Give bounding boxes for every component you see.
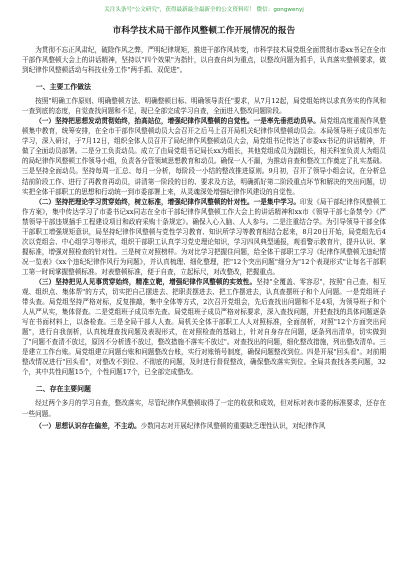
document-title: 市科学技术局干部作风整顿工作开展情况的报告 [112,26,296,36]
intro-paragraph: 为贯彻不忘正风肃纪，破除作风之弊，严明纪律规矩，推进干部作风转变，市科学技术局党组全面贯彻市委xx书记在全市干部作风整顿大会上的讲话精神，坚持以"四个效果"为指针，以自查自纠为重点，以整改问题为抓手，认真落实整顿要求，做到纪律作风整顿活动与科技业务工作"两手抓、双促进"。 [22,46,386,75]
item1-lead: （一）坚持把思想发动贯彻始终，抬高站位，增强纪律作风整顿的自觉性。 [35,117,254,126]
item1-text: 局党组高度重视作风整顿集中教育，统筹安排，在全市干部作风整顿动员大会召开之后马上召开局机关纪律作风整顿动员会。本局领导班子成员率先学习，深入研讨，于7月12日，组织全体人员召开了局纪律作风整顿动员大会，局党组书记传达了市委xx书记的讲话精神，并做了全面动员部署。二是分工负责动员。成立了由局党组书记局长xx为组长，其他党组成员为副组长，相关科室负责人为组员的局纪律作风整顿工作领导小组，负责各分管领域思想教育和动员。确保一人不漏，为推动自查和整改工作奠定了扎实基础。三是坚持全面动员。坚持每周一汇总、每月一分析，每阶段一小结的整改推进原则。9月初，召开了领导小组会议，在分析总结前阶段工作、进行了再教育再动员，讲清第一阶段的目的、要求及方法，明确抓好第二阶段重点环节和解决的突出问题，切实把全体干部职工的思想和行动统一到市委部署上来，从灵魂深处增强纪律作风建设的自觉性。 [22,117,387,196]
item3-text: 坚持"全覆盖、零容忍"，按照"自己查、相互观、组织点、集体帮"的方式，切实把自己摆进去、把职责摆进去、把工作摆进去，认真查摆班子和个人问题。一是党组班子带头查。局党组坚持严格对标，反复推敲，集中全体等方式，2次召开党组会，先后查找出问题和不足4项，为领导班子和个人从严从实，集体督查。二是党组班子成员率先查。局党组班子成员严格对标要求，深入查找问题，并把查找的具体问题逐条写在书面材料上，以备检查。三是全局干部人人查。局机关全体干部职工人人对照标准，全面剖析，对照"12个方面突出问题"，进行自我剖析，认真梳理查找问题及表现形式，在对照检查的基础上，针对自身存在问题，逐条列出清单，切实做到了"问题不查清不放过，原因不分析透不放过，整改措施不落实不放过"。对查找出的问题，细化整改措施，列出整改清单。三是建立工作台账。局党组建立问题台账和问题整改台账，实行对账销号制度，确保问题整改到位。四是开展"回头看"。对前期整改情况进行"回头看"，对整改不到位、不彻底的问题，及时进行督促整改，确保整改落实到位。全局共查找各类问题，32个，其中共性问题15个，个性问题17个，已全部完成整改。 [22,277,386,377]
basis-paragraph: 按照"明确工作原则、明确整顿方法、明确整顿目标、明确领导责任"要求，从7月12起，局党组始终以求真务实的作风和一查到底的态度，自觉查找问题和不足，现已全部完成学习自查，全面进入整改问题阶段。 [22,97,386,116]
problems-paragraph: 经过两个多月的学习自查，整改落实，尽管纪律作风整顿取得了一定的收获和成效，但对标对表市委的标准要求，还存在一些问题。 [22,399,386,418]
section-heading-problems: 二、存在主要问题 [35,385,91,394]
item1-paragraph [22,116,386,196]
item-a-text: 少数同志对开展纪律作风整顿的重要缺乏理性认识，对纪律作风 [140,421,326,430]
item-a-lead: （一）思想认识存在偏差，不主动。 [35,421,141,430]
watermark-banner: 关注头条号"公文研究"，获得最新最全最新全的公文资料库！ 微信：gongwenyj [104,7,304,13]
item3-paragraph [22,277,386,377]
item2-paragraph [22,197,386,277]
item-a-paragraph [22,421,386,431]
item2-text: 印发《局干部纪律作风整顿工作方案》，集中传达学习了市委书记xx同志在全市干部纪律作风整顿工作大会上的讲话精神和xx市《领导干部七条禁令》《严禁领导干部违规插手工程建设项目和政府采购十条规定》。确保入心入脑、人人参与。二是注重结合学。为引导领导干部全体干部职工增强规矩意识，局坚持纪律作风整顿与党性学习教育、知识所学习等教育相结合起来，8月20日开始，局党组先后4次以党组会、中心组学习等形式，组织干部职工认真学习党史理论知识，学习四风典型通报，观看警示教育片，提升认识、掌握标准，增强对照检查的针对性。三是树立对照榜样。为对比学习把握住问题，给全体干部职工学习《纪律作风整顿无违纪情况一览表》《xx个违纪纪律作风行为问题》，并认真梳理、细化整理，把"12个突出问题"细分为"12个表现形式"让每名干部职工第一时间掌握整顿标准。对表整顿标准，便于自查，立起标尺，对改整改，把握重点。 [22,197,387,276]
item2-lead: （二）坚持把理论学习贯穿始终，树立标准，增强纪律作风整顿的针对性。一是集中学习。 [35,197,300,206]
item3-lead: （三）坚持把见人见事贯穿始终，精准立靶，增强纪律作风整顿的实效性。 [35,277,257,286]
item1-lead2: 一是率先垂范动员早。 [253,117,320,126]
section-heading-work-methods: 一、主要工作做法 [35,83,91,92]
